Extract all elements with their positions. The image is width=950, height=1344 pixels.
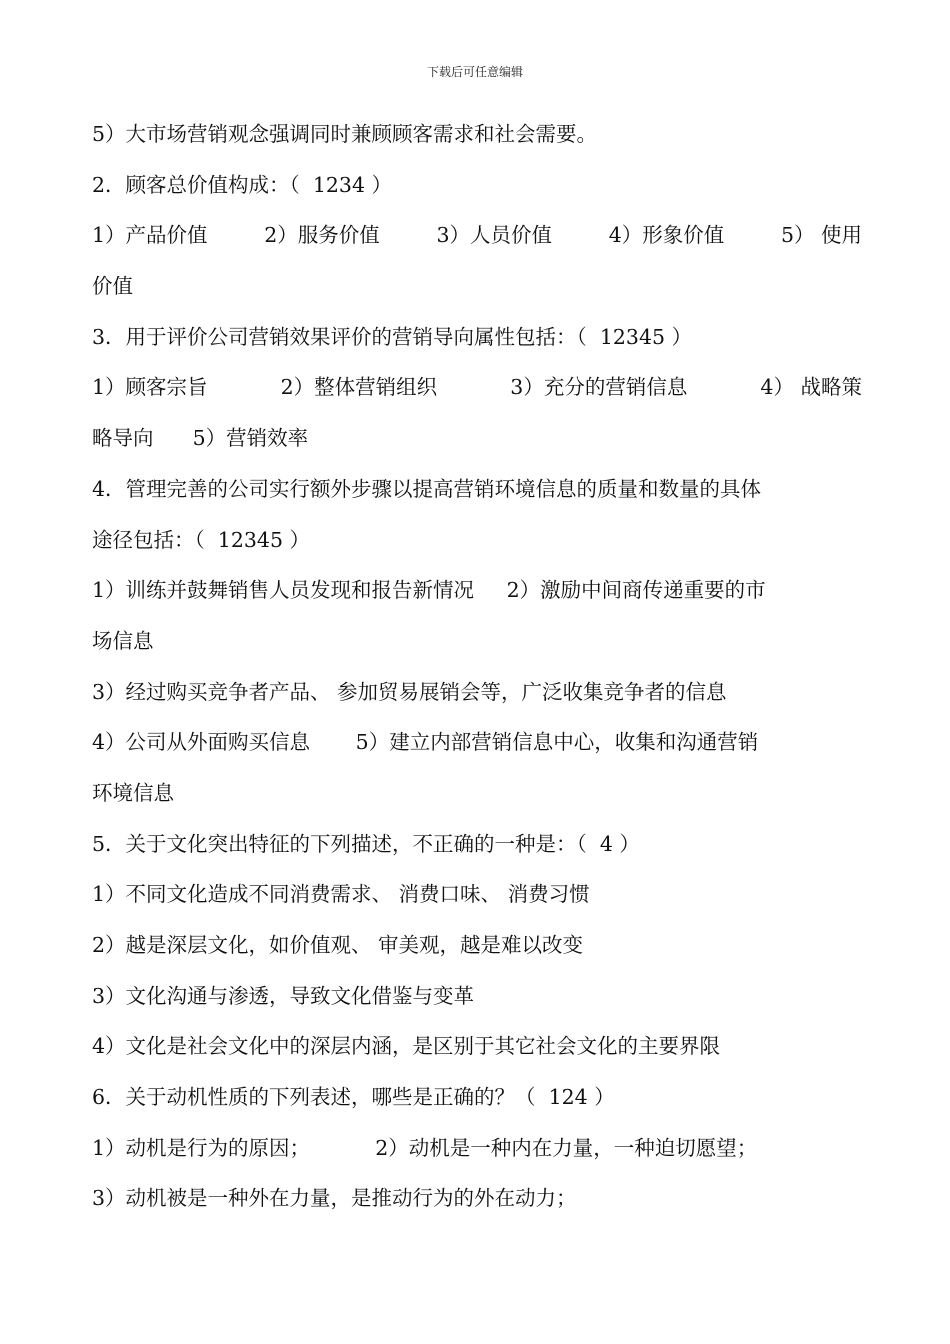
text-line: 3）动机被是一种外在力量，是推动行为的外在动力； [92,1186,577,1211]
text-line: 价值 [92,274,133,299]
option-row [92,362,862,413]
option-item: 2）服务价值 [264,223,380,248]
text-line: 4）公司从外面购买信息 5）建立内部营销信息中心，收集和沟通营销 [92,730,759,755]
document-body [92,109,862,1224]
text-line: 3）文化沟通与渗透，导致文化借鉴与变革 [92,983,475,1008]
option-item: 4） 战略策 [760,375,862,400]
page-header: 下载后可任意编辑 [426,65,523,79]
text-line: 5）大市场营销观念强调同时兼顾顾客需求和社会需要。 [92,122,598,146]
text-line: 2）越是深层文化，如价值观、 审美观，越是难以改变 [92,933,584,957]
question-heading: 4．管理完善的公司实行额外步骤以提高营销环境信息的质量和数量的具体 [92,476,762,501]
question-heading: 6．关于动机性质的下列表述，哪些是正确的？（ 124 ） [92,1085,615,1110]
text-line: 场信息 [92,628,154,653]
question-heading: 3．用于评价公司营销效果评价的营销导向属性包括：（ 12345 ） [92,324,693,349]
text-line: 1）不同文化造成不同消费需求、 消费口味、 消费习惯 [92,882,590,907]
option-item: 3）充分的营销信息 [510,375,688,400]
option-item: 2）整体营销组织 [280,375,438,400]
option-item: 1）产品价值 [92,223,208,248]
text-line: 略导向 5）营销效率 [92,426,309,451]
option-item: 4）形象价值 [608,223,725,248]
text-line: 途径包括：（ 12345 ） [92,527,311,552]
question-heading: 5．关于文化突出特征的下列描述，不正确的一种是：（ 4 ） [92,831,640,856]
option-item: 3）人员价值 [436,223,553,248]
text-line: 环境信息 [92,780,174,805]
option-row [92,210,862,261]
question-heading: 2．顾客总价值构成：（ 1234 ） [92,172,393,197]
text-line: 4）文化是社会文化中的深层内涵，是区别于其它社会文化的主要界限 [92,1034,721,1059]
text-line: 3）经过购买竞争者产品、 参加贸易展销会等，广泛收集竞争者的信息 [92,679,727,704]
text-line: 1）动机是行为的原因； 2）动机是一种内在力量，一种迫切愿望； [92,1135,758,1160]
text-line: 1）训练并鼓舞销售人员发现和报告新情况 2）激励中间商传递重要的市 [92,578,766,603]
option-item: 1）顾客宗旨 [92,375,208,400]
option-item: 5） 使用 [780,223,862,248]
